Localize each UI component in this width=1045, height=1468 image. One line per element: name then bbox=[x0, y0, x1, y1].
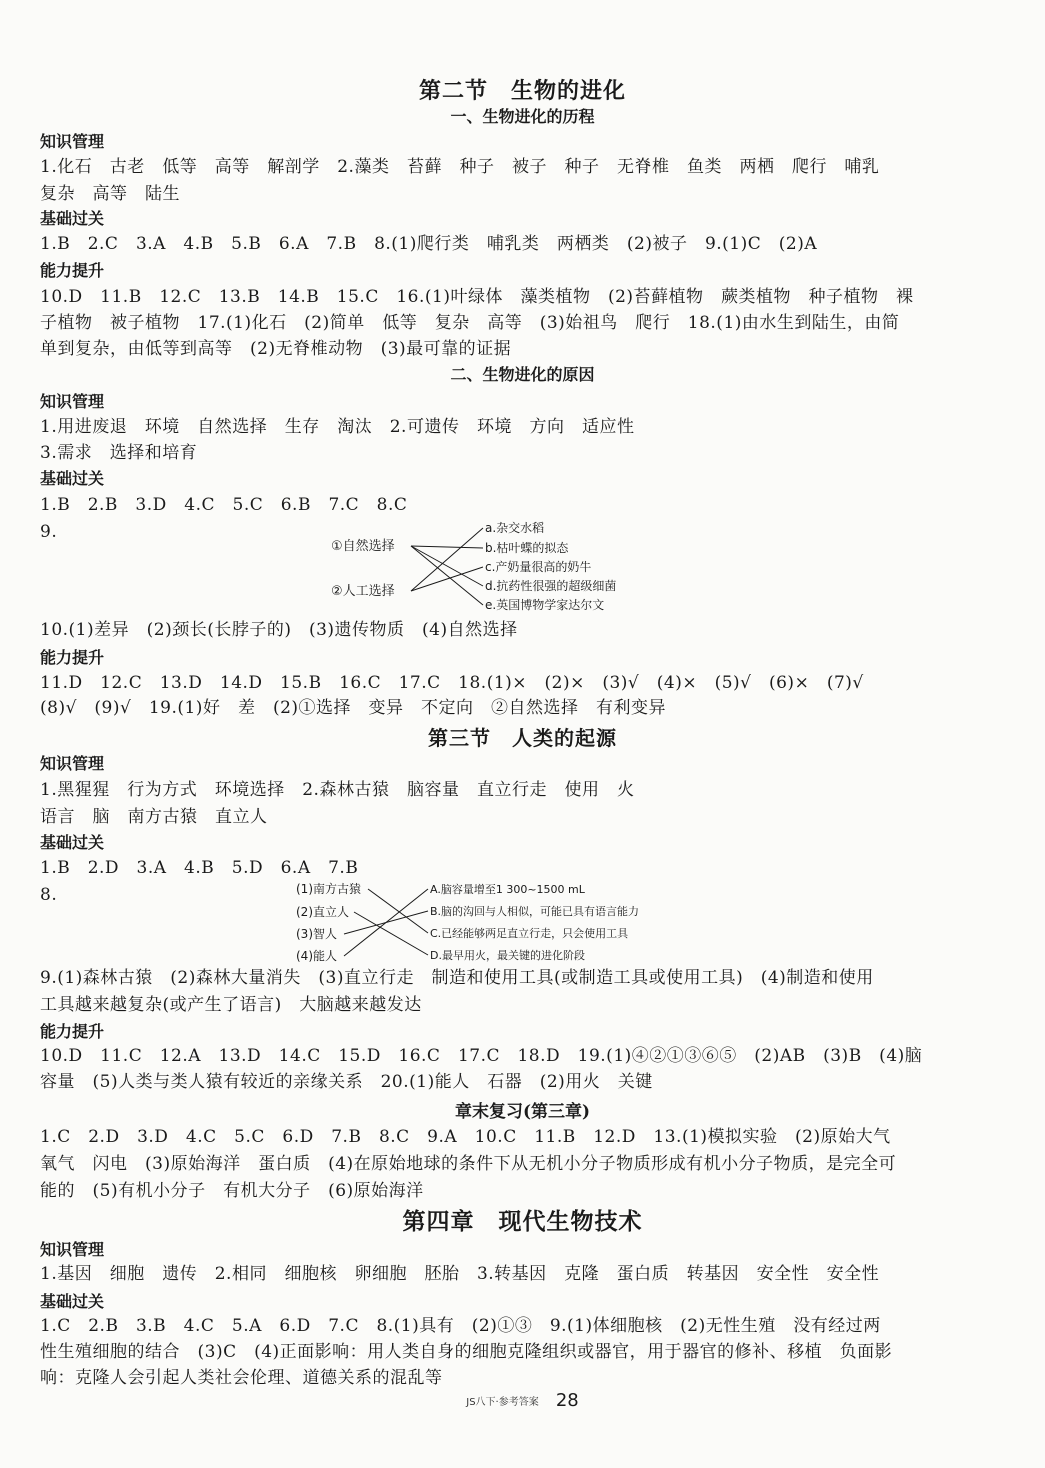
answer-line: 10.(1)差异 (2)颈长(长脖子的) (3)遗传物质 (4)自然选择 bbox=[40, 620, 518, 640]
page-footer bbox=[0, 1390, 1045, 1411]
answer-line: (8)√ (9)√ 19.(1)好 差 (2)①选择 变异 不定向 ②自然选择 有利变异 bbox=[40, 698, 667, 718]
answer-line: 能的 (5)有机小分子 有机大分子 (6)原始海洋 bbox=[40, 1181, 424, 1201]
answer-line: 容量 (5)人类与类人猿有较近的亲缘关系 20.(1)能人 石器 (2)用火 关键 bbox=[40, 1072, 653, 1092]
label-basic: 基础过关 bbox=[40, 1292, 105, 1311]
label-knowledge: 知识管理 bbox=[40, 1240, 105, 1259]
matching-lines bbox=[344, 889, 428, 956]
section-title: 第三节 人类的起源 bbox=[428, 726, 617, 750]
label-basic: 基础过关 bbox=[40, 209, 105, 228]
answer-line: 3.需求 选择和培育 bbox=[40, 443, 198, 463]
diagram-left-label: (3)智人 bbox=[296, 927, 337, 941]
question-number: 9. bbox=[40, 522, 58, 542]
diagram-left-label: (4)能人 bbox=[296, 949, 337, 963]
diagram-right-label: D.最早用火，最关键的进化阶段 bbox=[430, 949, 585, 962]
answer-line: 1.C 2.B 3.B 4.C 5.A 6.D 7.C 8.(1)具有 (2)①③ 9.(1)体细胞核 (2)无性生殖 没有经过两 bbox=[40, 1316, 881, 1336]
matching-lines bbox=[411, 528, 483, 605]
diagram-right-label: C.已经能够两足直立行走，只会使用工具 bbox=[430, 927, 629, 940]
answer-line: 氧气 闪电 (3)原始海洋 蛋白质 (4)在原始地球的条件下从无机小分子物质形成有机小分子物质，是完全可 bbox=[40, 1154, 897, 1174]
chapter-title: 第四章 现代生物技术 bbox=[402, 1208, 643, 1235]
answer-line: 9.(1)森林古猿 (2)森林大量消失 (3)直立行走 制造和使用工具(或制造工具或使用工具) (4)制造和使用 bbox=[40, 968, 874, 988]
diagram-left-label: (2)直立人 bbox=[296, 905, 349, 919]
answer-line: 10.D 11.C 12.A 13.D 14.C 15.D 16.C 17.C 18.D 19.(1)④②①③⑥⑤ (2)AB (3)B (4)脑 bbox=[40, 1046, 923, 1066]
answer-line: 子植物 被子植物 17.(1)化石 (2)简单 低等 复杂 高等 (3)始祖鸟 爬行 18.(1)由水生到陆生，由简 bbox=[40, 313, 900, 333]
diagram-right-label: A.脑容量增至1 300~1500 mL bbox=[430, 883, 585, 896]
answer-line: 1.黑猩猩 行为方式 环境选择 2.森林古猿 脑容量 直立行走 使用 火 bbox=[40, 780, 635, 800]
diagram-right-label: e.英国博物学家达尔文 bbox=[485, 598, 605, 612]
subsection-title: 一、生物进化的历程 bbox=[450, 107, 595, 126]
answer-line: 单到复杂，由低等到高等 (2)无脊椎动物 (3)最可靠的证据 bbox=[40, 339, 512, 359]
matching-diagram bbox=[292, 878, 712, 970]
label-basic: 基础过关 bbox=[40, 469, 105, 488]
diagram-left-label: (1)南方古猿 bbox=[296, 882, 361, 896]
answer-line: 1.用进废退 环境 自然选择 生存 淘汰 2.可遗传 环境 方向 适应性 bbox=[40, 417, 635, 437]
answer-line: 10.D 11.B 12.C 13.B 14.B 15.C 16.(1)叶绿体 藻类植物 (2)苔藓植物 蕨类植物 种子植物 裸 bbox=[40, 287, 914, 307]
answer-line: 工具越来越复杂(或产生了语言) 大脑越来越发达 bbox=[40, 995, 422, 1015]
label-knowledge: 知识管理 bbox=[40, 392, 105, 411]
label-ability: 能力提升 bbox=[40, 261, 105, 280]
answer-line: 1.B 2.B 3.D 4.C 5.C 6.B 7.C 8.C bbox=[40, 495, 408, 515]
label-ability: 能力提升 bbox=[40, 648, 105, 667]
diagram-right-label: a.杂交水稻 bbox=[485, 521, 545, 535]
matching-diagram bbox=[325, 514, 665, 616]
question-number: 8. bbox=[40, 885, 58, 905]
label-knowledge: 知识管理 bbox=[40, 132, 105, 151]
subsection-title: 二、生物进化的原因 bbox=[450, 365, 595, 384]
answer-line: 1.B 2.C 3.A 4.B 5.B 6.A 7.B 8.(1)爬行类 哺乳类 两栖类 (2)被子 9.(1)C (2)A bbox=[40, 234, 818, 254]
answer-line: 复杂 高等 陆生 bbox=[40, 184, 180, 204]
diagram-right-label: c.产奶量很高的奶牛 bbox=[485, 560, 592, 574]
diagram-left-label: ②人工选择 bbox=[331, 584, 395, 599]
answer-line: 语言 脑 南方古猿 直立人 bbox=[40, 807, 268, 827]
diagram-right-label: d.抗药性很强的超级细菌 bbox=[485, 579, 617, 593]
label-knowledge: 知识管理 bbox=[40, 754, 105, 773]
answer-line: 1.B 2.D 3.A 4.B 5.D 6.A 7.B bbox=[40, 858, 359, 878]
answer-line: 1.C 2.D 3.D 4.C 5.C 6.D 7.B 8.C 9.A 10.C 11.B 12.D 13.(1)模拟实验 (2)原始大气 bbox=[40, 1127, 891, 1147]
answer-line: 1.化石 古老 低等 高等 解剖学 2.藻类 苔藓 种子 被子 种子 无脊椎 鱼类 两栖 爬行 哺乳 bbox=[40, 157, 880, 177]
review-title: 章末复习(第三章) bbox=[454, 1102, 591, 1122]
page-number: 28 bbox=[555, 1390, 579, 1411]
footer-tag: JS八下·参考答案 bbox=[466, 1397, 539, 1408]
label-basic: 基础过关 bbox=[40, 833, 105, 852]
answer-line: 性生殖细胞的结合 (3)C (4)正面影响：用人类自身的细胞克隆组织或器官，用于器官的修补、移植 负面影 bbox=[40, 1342, 893, 1362]
label-ability: 能力提升 bbox=[40, 1022, 105, 1041]
answer-line: 响：克隆人会引起人类社会伦理、道德关系的混乱等 bbox=[40, 1368, 443, 1388]
diagram-right-label: B.脑的沟回与人相似，可能已具有语言能力 bbox=[430, 905, 640, 918]
answer-line: 11.D 12.C 13.D 14.D 15.B 16.C 17.C 18.(1)× (2)× (3)√ (4)× (5)√ (6)× (7)√ bbox=[40, 673, 864, 693]
diagram-left-label: ①自然选择 bbox=[331, 539, 395, 554]
diagram-right-label: b.枯叶蝶的拟态 bbox=[485, 541, 569, 555]
answer-line: 1.基因 细胞 遗传 2.相同 细胞核 卵细胞 胚胎 3.转基因 克隆 蛋白质 转基因 安全性 安全性 bbox=[40, 1264, 880, 1284]
section-title: 第二节 生物的进化 bbox=[418, 78, 626, 104]
